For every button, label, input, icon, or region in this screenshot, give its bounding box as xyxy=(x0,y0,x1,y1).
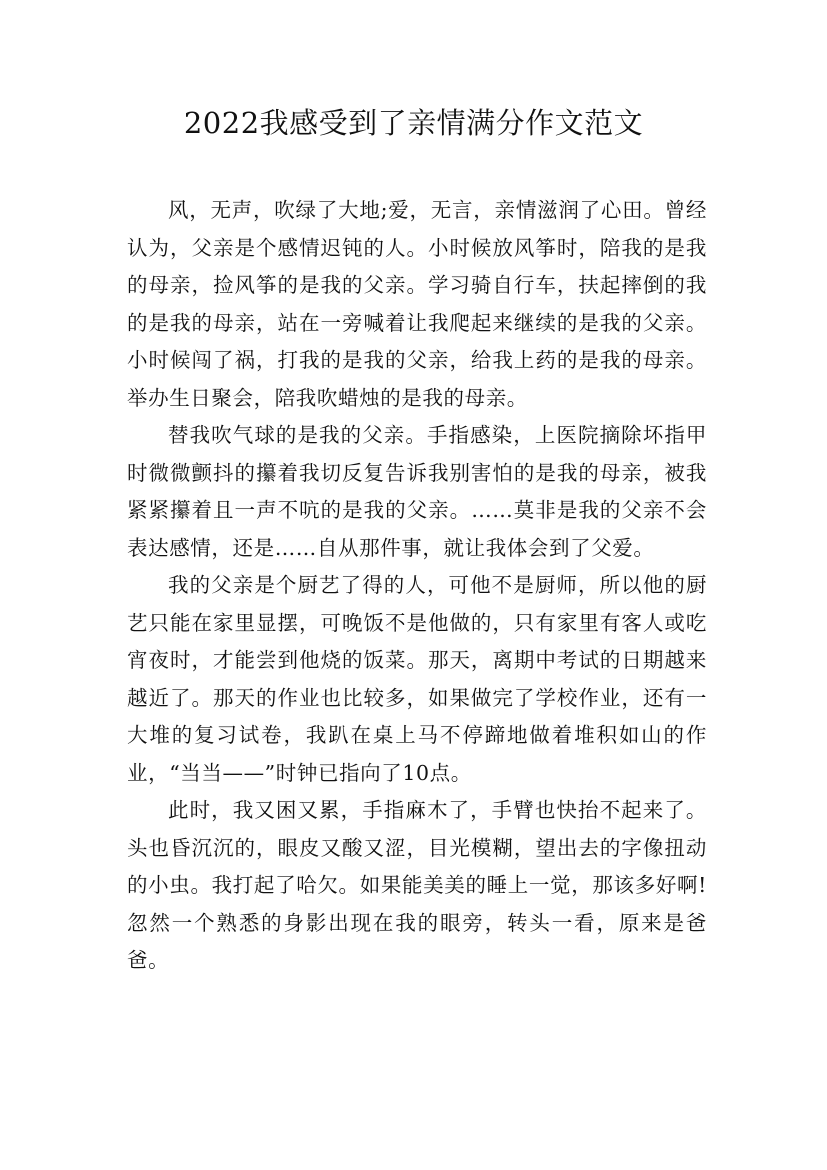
document-body xyxy=(127,192,707,980)
paragraph: 替我吹气球的是我的父亲。手指感染，上医院摘除坏指甲时微微颤抖的攥着我切反复告诉我别害怕的是我的母亲，被我紧紧攥着且一声不吭的是我的父亲。……莫非是我的父亲不会表达感情，还是……自从那件事，就让我体会到了父爱。 xyxy=(127,423,707,560)
document-title: 2022我感受到了亲情满分作文范文 xyxy=(183,106,644,140)
paragraph: 我的父亲是个厨艺了得的人，可他不是厨师，所以他的厨艺只能在家里显摆，可晚饭不是他做的，只有家里有客人或吃宵夜时，才能尝到他烧的饭菜。那天，离期中考试的日期越来越近了。那天的作业也比较多，如果做完了学校作业，还有一大堆的复习试卷，我趴在桌上马不停蹄地做着堆积如山的作业，“当当——”时钟已指向了10点。 xyxy=(127,573,707,785)
paragraph: 风，无声，吹绿了大地;爱，无言，亲情滋润了心田。曾经认为，父亲是个感情迟钝的人。小时候放风筝时，陪我的是我的母亲，捡风筝的是我的父亲。学习骑自行车，扶起摔倒的我的是我的母亲，站在一旁喊着让我爬起来继续的是我的父亲。小时候闯了祸，打我的是我的父亲，给我上药的是我的母亲。举办生日聚会，陪我吹蜡烛的是我的母亲。 xyxy=(127,198,707,410)
paragraph: 此时，我又困又累，手指麻木了，手臂也快抬不起来了。头也昏沉沉的，眼皮又酸又涩，目光模糊，望出去的字像扭动的小虫。我打起了哈欠。如果能美美的睡上一觉，那该多好啊!忽然一个熟悉的身影出现在我的眼旁，转头一看，原来是爸爸。 xyxy=(127,798,707,972)
